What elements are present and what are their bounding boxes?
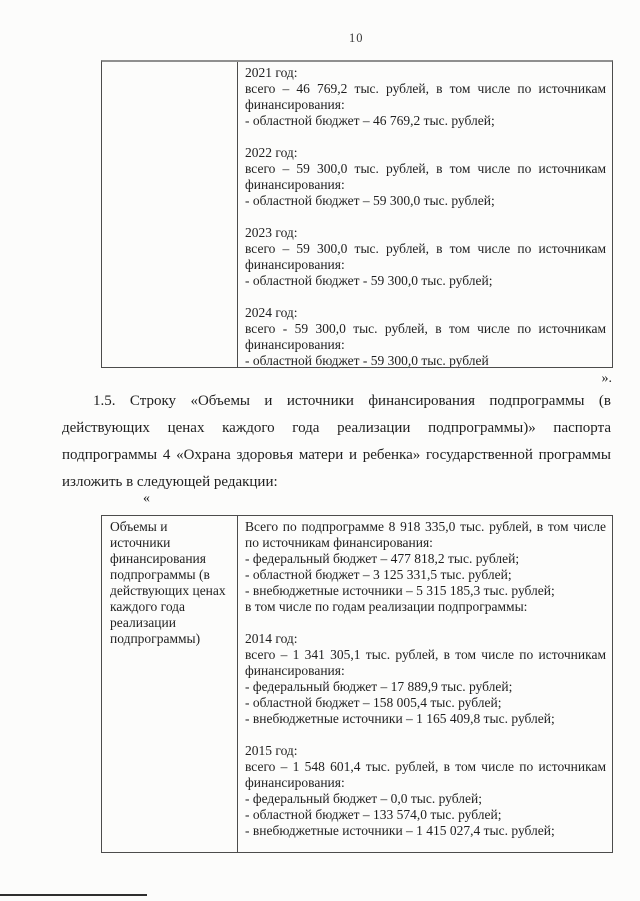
year-finance-block [245,145,606,209]
label-line: подпрограммы (в [110,567,210,582]
finance-item-line: - областной бюджет – 59 300,0 тыс. рублей; [245,193,495,208]
year-finance-block [245,305,606,367]
blank-line [245,727,606,743]
finance-summary-block [245,519,606,615]
page-number: 10 [349,31,364,45]
finance-total-line: всего - 59 300,0 тыс. рублей, в том числе по источникам финансирования: [245,321,606,352]
year-finance-block [245,631,606,727]
year-heading: 2023 год: [245,225,298,240]
blank-line [245,129,606,145]
label-line: финансирования [110,551,206,566]
finance-item-line: - областной бюджет – 3 125 331,5 тыс. рублей; [245,567,512,582]
finance-total-line: всего – 59 300,0 тыс. рублей, в том числе по источникам финансирования: [245,161,606,192]
finance-item-line: - областной бюджет - 59 300,0 тыс. рублей; [245,273,493,288]
finance-table-2021-2024 [101,60,613,368]
blank-line [245,209,606,225]
opening-quote-mark: « [143,491,150,506]
year-heading: 2021 год: [245,65,298,80]
year-heading: 2022 год: [245,145,298,160]
finance-item-line: - внебюджетные источники – 1 415 027,4 тыс. рублей; [245,823,555,838]
finance-item-line: - областной бюджет – 133 574,0 тыс. рублей; [245,807,502,822]
finance-total-line: Всего по подпрограмме 8 918 335,0 тыс. рублей, в том числе по источникам финансирования: [245,519,606,550]
blank-line [245,615,606,631]
by-years-line: в том числе по годам реализации подпрограммы: [245,599,528,614]
finance-total-line: всего – 59 300,0 тыс. рублей, в том числе по источникам финансирования: [245,241,606,272]
finance-details-cell [238,62,612,367]
blank-line [245,289,606,305]
label-line: действующих ценах [110,583,226,598]
year-finance-block [245,743,606,839]
finance-item-line: - федеральный бюджет – 477 818,2 тыс. рублей; [245,551,520,566]
year-heading: 2024 год: [245,305,298,320]
finance-item-line: - федеральный бюджет – 17 889,9 тыс. рублей; [245,679,513,694]
finance-total-line: всего – 1 341 305,1 тыс. рублей, в том числе по источникам финансирования: [245,647,606,678]
label-line: Объемы и [110,519,168,534]
table-empty-left-cell [102,62,238,367]
closing-quote-mark: ». [601,371,612,386]
year-heading: 2014 год: [245,631,298,646]
amendment-paragraph-1-5: 1.5. Строку «Объемы и источники финансирования подпрограммы (в действующих ценах каждого года реализации подпрограммы)» паспорта подпрограммы 4 «Охрана здоровья матери и ребенка» государственной программы изложить в следующей редакции: [62,393,611,490]
finance-item-line: - областной бюджет – 158 005,4 тыс. рублей; [245,695,502,710]
finance-item-line: - областной бюджет - 59 300,0 тыс. рублей [245,353,489,367]
year-finance-block [245,65,606,129]
label-line: подпрограммы) [110,631,201,646]
label-line: каждого года [110,599,186,614]
finance-item-line: - внебюджетные источники – 5 315 185,3 тыс. рублей; [245,583,555,598]
label-line: источники [110,535,171,550]
finance-total-line: всего – 1 548 601,4 тыс. рублей, в том числе по источникам финансирования: [245,759,606,790]
subprogram4-finance-table [101,515,613,853]
finance-row-label-cell [102,516,238,852]
finance-total-line: всего – 46 769,2 тыс. рублей, в том числе по источникам финансирования: [245,81,606,112]
label-line: реализации [110,615,176,630]
footnote-rule [0,894,147,896]
year-heading: 2015 год: [245,743,298,758]
finance-item-line: - федеральный бюджет – 0,0 тыс. рублей; [245,791,482,806]
year-finance-block [245,225,606,289]
finance-item-line: - областной бюджет – 46 769,2 тыс. рублей; [245,113,495,128]
finance-item-line: - внебюджетные источники – 1 165 409,8 тыс. рублей; [245,711,555,726]
finance-details-cell [238,516,612,852]
